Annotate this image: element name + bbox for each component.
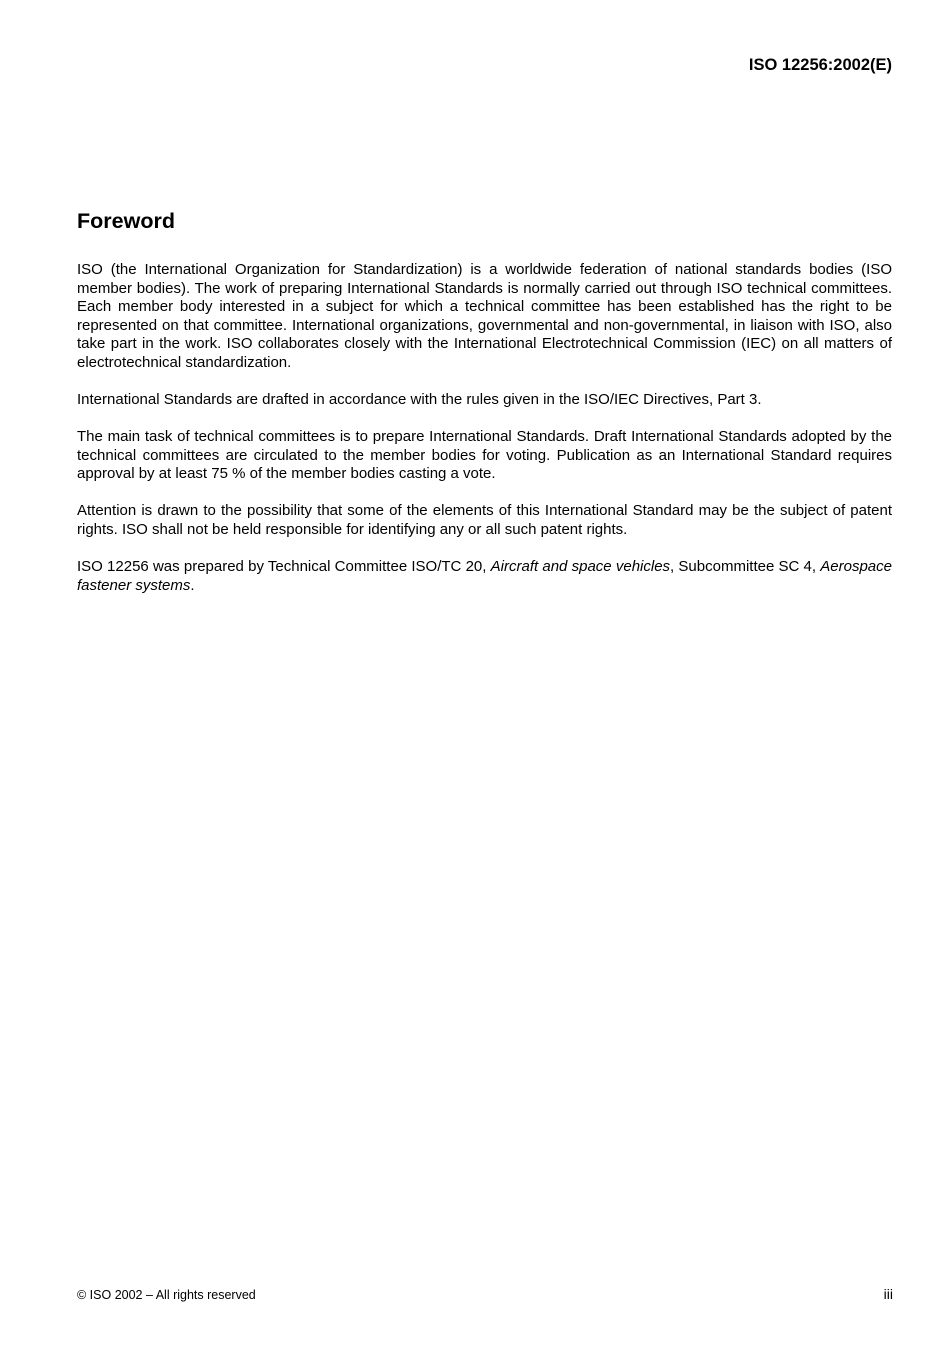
- section-title: Foreword: [77, 209, 175, 233]
- committee-name: Aircraft and space vehicles: [490, 558, 671, 576]
- subcommittee-name: Aerospace fastener systems: [77, 558, 892, 594]
- preparation-text-end: .: [190, 576, 195, 594]
- paragraph-directives: International Standards are drafted in accordance with the rules given in the ISO/IEC Directives, Part 3.: [77, 391, 762, 409]
- preparation-text-start: ISO 12256 was prepared by Technical Committee ISO/TC 20,: [77, 558, 491, 576]
- foreword-body: [77, 261, 892, 595]
- copyright-notice: © ISO 2002 – All rights reserved: [77, 1288, 256, 1302]
- document-identifier: ISO 12256:2002(E): [748, 56, 892, 74]
- page-number: iii: [883, 1286, 893, 1302]
- paragraph-preparation: [77, 558, 892, 595]
- paragraph-committee-task: The main task of technical committees is to prepare International Standards. Draft International Standards adopted by the technical committees are circulated to the member bodies for voting. Publication as an International Standard requires approval by at least 75 % of the member bodies casting a vote.: [77, 428, 892, 483]
- paragraph-iso-description: ISO (the International Organization for Standardization) is a worldwide federation of national standards bodies (ISO member bodies). The work of preparing International Standards is normally carried out through ISO technical committees. Each member body interested in a subject for which a technical committee has been established has the right to be represented on that committee. International organizations, governmental and non-governmental, in liaison with ISO, also take part in the work. ISO collaborates closely with the International Electrotechnical Commission (IEC) on all matters of electrotechnical standardization.: [77, 261, 892, 371]
- paragraph-patent-rights: Attention is drawn to the possibility that some of the elements of this International Standard may be the subject of patent rights. ISO shall not be held responsible for identifying any or all such patent rights.: [77, 502, 892, 539]
- preparation-text-middle: , Subcommittee SC 4,: [670, 558, 821, 576]
